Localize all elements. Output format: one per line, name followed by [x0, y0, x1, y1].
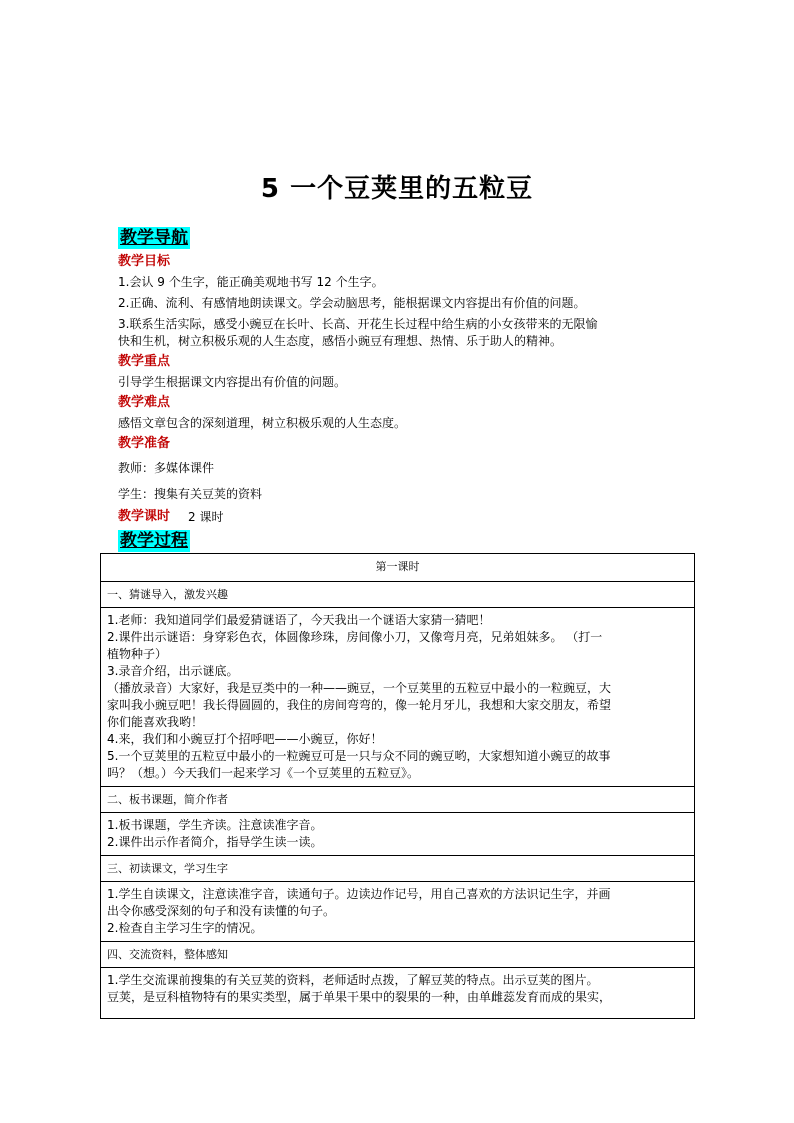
preparation-student: 学生：搜集有关豆荚的资料 — [118, 487, 263, 501]
section-1-line-5: （播放录音）大家好，我是豆类中的一种——豌豆，一个豆荚里的五粒豆中最小的一粒豌豆，大 — [107, 681, 612, 695]
key-point-label: 教学重点 — [118, 354, 171, 369]
section-1-line-9: 5.一个豆荚里的五粒豆中最小的一粒豌豆可是一只与众不同的豌豆哟，大家想知道小豌豆的故事 — [107, 749, 611, 763]
difficulty-text: 感悟文章包含的深刻道理，树立积极乐观的人生态度。 — [118, 416, 407, 430]
teaching-goals-label: 教学目标 — [118, 254, 171, 269]
section-2-line-2: 2.课件出示作者简介，指导学生读一读。 — [107, 835, 323, 849]
section-1-line-3: 植物种子） — [107, 647, 168, 661]
section-1-line-4: 3.录音介绍，出示谜底。 — [107, 664, 239, 678]
goal-line-1: 1.会认 9 个生字，能正确美观地书写 12 个生字。 — [118, 275, 384, 289]
section-3-line-1: 1.学生自读课文，注意读准字音，读通句子。边读边作记号，用自己喜欢的方法识记生字，并画 — [107, 887, 611, 901]
lesson-hours-value: 2 课时 — [188, 510, 224, 524]
goal-line-4: 快和生机，树立积极乐观的人生态度，感悟小豌豆有理想、热情、乐于助人的精神。 — [118, 334, 563, 348]
difficulty-label: 教学难点 — [118, 395, 171, 410]
section-3-line-3: 2.检查自主学习生字的情况。 — [107, 921, 263, 935]
teaching-navigation-heading: 教学导航 — [120, 228, 188, 248]
section-1-line-2: 2.课件出示谜语：身穿彩色衣，体圆像珍珠，房间像小刀，又像弯月亮，兄弟姐妹多。 （打一 — [107, 630, 603, 644]
section-1-line-10: 吗？（想。）今天我们一起来学习《一个豆荚里的五粒豆》。 — [107, 766, 420, 780]
section-1-line-8: 4.来，我们和小豌豆打个招呼吧——小豌豆，你好！ — [107, 732, 383, 746]
section-2-line-1: 1.板书课题，学生齐读。注意读准字音。 — [107, 818, 323, 832]
section-3-line-2: 出令你感受深刻的句子和没有读懂的句子。 — [107, 904, 336, 918]
section-1-body — [101, 608, 694, 787]
section-3-title: 三、初读课文，学习生字 — [101, 856, 694, 882]
goal-line-2: 2.正确、流利、有感情地朗读课文。学会动脑思考，能根据课文内容提出有价值的问题。 — [118, 296, 586, 310]
section-1-line-1: 1.老师：我知道同学们最爱猜谜语了，今天我出一个谜语大家猜一猜吧！ — [107, 613, 491, 627]
teaching-process-table — [100, 553, 695, 1019]
goal-line-3: 3.联系生活实际，感受小豌豆在长叶、长高、开花生长过程中给生病的小女孩带来的无限愉 — [118, 317, 598, 331]
preparation-label: 教学准备 — [118, 436, 171, 451]
section-4-line-2: 豆荚，是豆科植物特有的果实类型，属于单果干果中的裂果的一种，由单雌蕊发育而成的果实， — [107, 990, 612, 1004]
section-1-title: 一、猜谜导入，激发兴趣 — [101, 582, 694, 608]
table-header-first-lesson: 第一课时 — [101, 554, 694, 582]
section-4-body — [101, 968, 694, 1010]
teaching-process-heading: 教学过程 — [120, 531, 188, 551]
preparation-teacher: 教师：多媒体课件 — [118, 461, 215, 475]
section-1-line-6: 家叫我小豌豆吧！我长得圆圆的，我住的房间弯弯的，像一轮月牙儿，我想和大家交朋友，希望 — [107, 698, 612, 712]
lesson-title: 5 一个豆荚里的五粒豆 — [260, 174, 534, 204]
section-2-title: 二、板书课题，简介作者 — [101, 787, 694, 813]
lesson-hours-label: 教学课时 — [118, 509, 171, 524]
section-4-title: 四、交流资料，整体感知 — [101, 942, 694, 968]
section-3-body — [101, 882, 694, 942]
section-4-line-1: 1.学生交流课前搜集的有关豆荚的资料，老师适时点拨，了解豆荚的特点。出示豆荚的图片。 — [107, 973, 599, 987]
section-2-body — [101, 813, 694, 856]
section-1-line-7: 你们能喜欢我哟！ — [107, 715, 204, 729]
key-point-text: 引导学生根据课文内容提出有价值的问题。 — [118, 375, 347, 389]
